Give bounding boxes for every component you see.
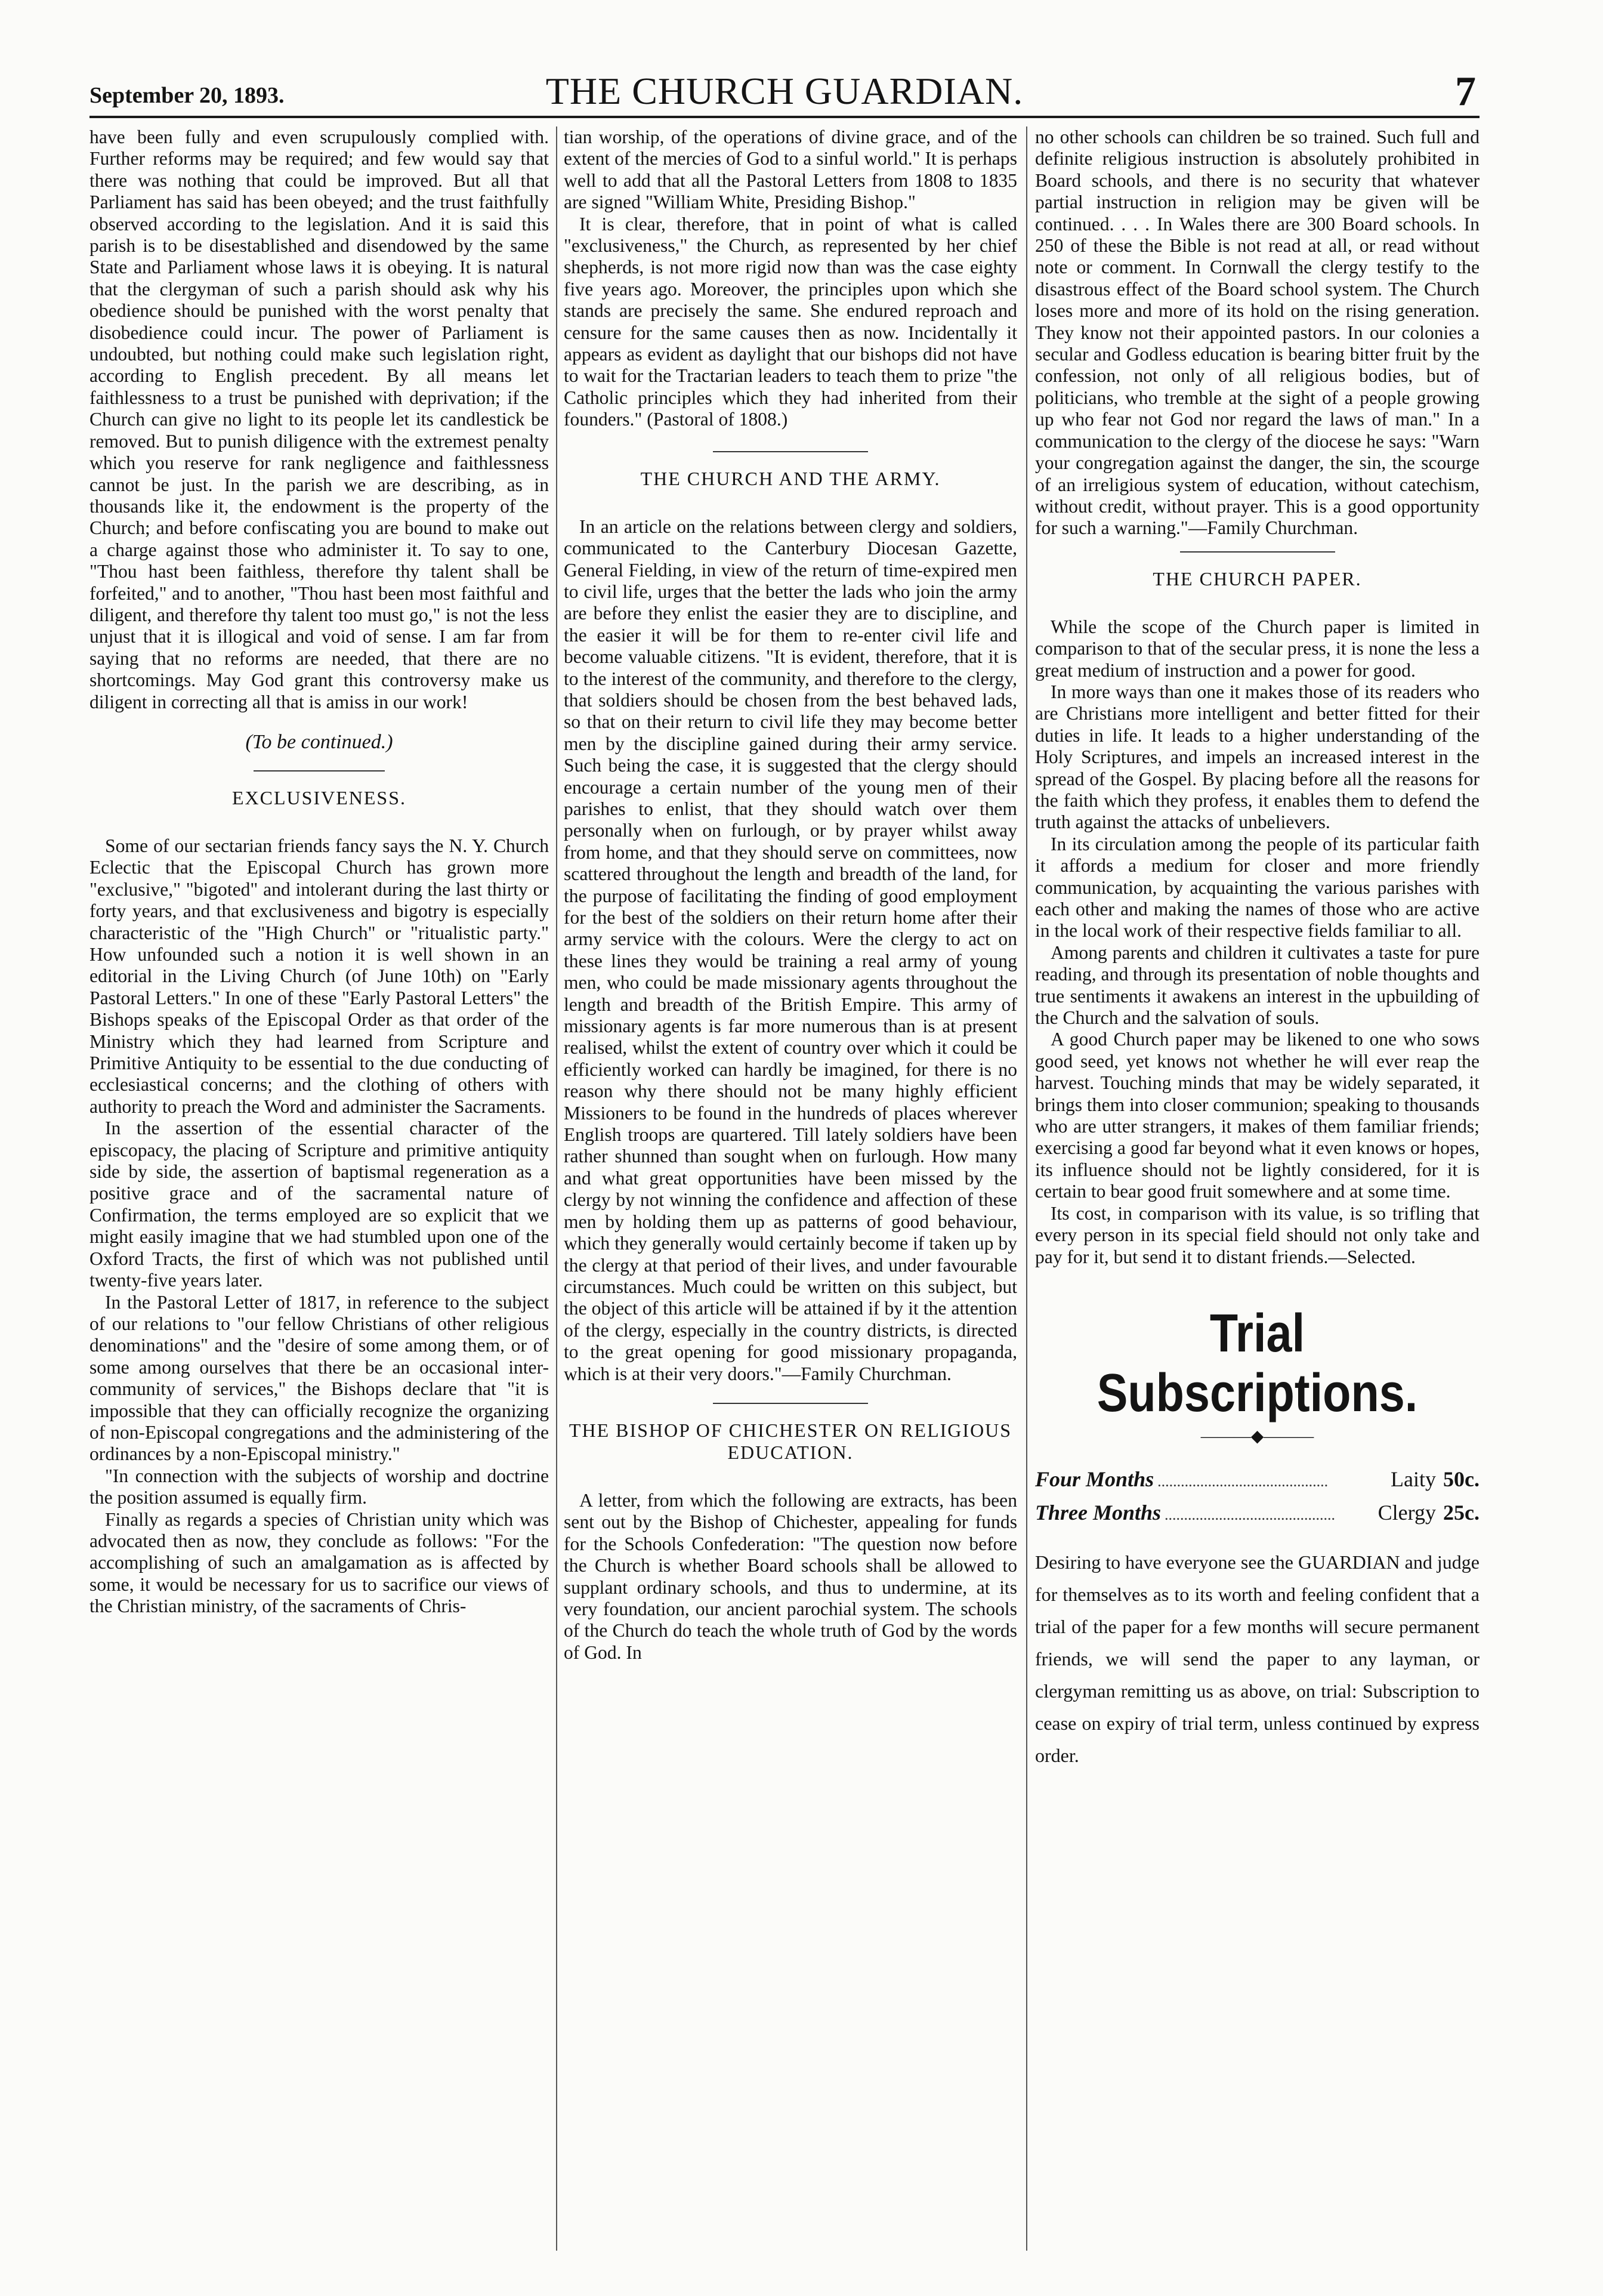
dot-leader: ............................................ (1165, 1505, 1336, 1523)
article-paragraph: have been fully and even scrupulously complied with. Further reforms may be required; and few would say that there was nothing that could be improved. But all that Parliament has said has been obeyed; and the trust faithfully observed according to the legislation. And it is said this parish is to be disestablished and disendowed by the same State and Parliament whose laws it is obeying. It is natural that the clergyman of such a parish should ask why his obedience should be punished with the worst penalty that disobedience could incur. The power of Parliament is undoubted, but nothing could make such legislation right, according to English precedent. By all means let faithlessness to a trust be punished with deprivation; if the Church can give no light to its people let its candlestick be removed. But to punish diligence with the extremest penalty which you reserve for rank negligence and faithlessness cannot be just. In the parish we are describing, as in thousands like it, the endowment is the property of the Church; and before confiscating you are bound to make out a charge against those who administer it. To say to one, "Thou hast been faithless, therefore thy talent shall be forfeited," and to another, "Thou hast been most faithful and diligent, and therefore thy talent too must go," is not the less unjust that it is illogical and void of sense. I am far from saying that no reforms are needed, that there are no shortcomings. May God grant this controversy make us diligent in correcting all that is amiss in our work! (89, 126, 549, 712)
article-paragraph: While the scope of the Church paper is limited in comparison to that of the secular press, it is none the less a great medium of instruction and a power for good. (1035, 616, 1480, 681)
rate-audience: Laity (1391, 1467, 1437, 1491)
trial-subscriptions-title: Trial Subscriptions. (1097, 1303, 1418, 1423)
article-paragraph: In the Pastoral Letter of 1817, in reference to the subject of our relations to "our fellow Christians of other religious denominations" and the "desire of some among them, or of some among ourselves that there be an occasional inter-community of services," the Bishops declare that "it is impossible that they can officially recognize the organizing of non-Episcopal congregations and the administering of the ordinances by a non-Episcopal ministry." (89, 1291, 549, 1465)
ornament-rule: ———◆——— (1200, 1427, 1314, 1446)
article-paragraph: Among parents and children it cultivates a taste for pure reading, and through its presentation of noble thoughts and true sentiments it awakens an interest in the upbuilding of the Church and the salvation of souls. (1035, 942, 1480, 1029)
dot-leader: ............................................ (1157, 1472, 1329, 1490)
page-number: 7 (1455, 69, 1476, 115)
rate-row-clergy (1035, 1497, 1480, 1530)
article-paragraph: In an article on the relations between clergy and soldiers, communicated to the Canterbury Diocesan Gazette, General Fielding, in view of the return of time-expired men to civil life, urges that the better the lads who join the army are before they enlist the easier they are to discipline, and the easier it will be for them to re-enter civil life and become valuable citizens. "It is evident, therefore, that it is to the interest of the community, and therefore to the clergy, that soldiers should be chosen from the best behaved lads, so that on their return to civil life they may become better men by the discipline gained during their army service. Such being the case, it is suggested that the clergy should encourage a certain number of the young men of their parishes to enlist, that they should watch over them personally when on furlough, or by prayer whilst away from home, and that they should serve on committees, now scattered throughout the length and breadth of the land, for the purpose of facilitating the finding of good employment for the best of the soldiers on their return home after their army service with the colours. Were the clergy to act on these lines they would be training a real army of young men, who could be made missionary agents throughout the length and breadth of the British Empire. This army of missionary agents is far more numerous than is at present realised, whilst the extent of country over which it could be efficiently worked can hardly be imagined, for there is no reason why there should not be many highly efficient Missioners to be found in the hundreds of places wherever English troops are quartered. Till lately soldiers have been rather shunned than sought when on furlough. How many and what great opportunities have been missed by the clergy by not winning the confidence and affection of these men by holding them up as patterns of good behaviour, which they generally would certainly become if taken up by the clergy at that period of their lives, and under favourable circumstances. Much could be written on this subject, but the object of this article will be attained if by it the attention of the clergy, especially in the country districts, is directed to the great opening for good missionary propaganda, which is at their very doors."—Family Churchman. (564, 516, 1017, 1384)
article-paragraph: In the assertion of the essential character of the episcopacy, the placing of Scripture and primitive antiquity side by side, the assertion of baptismal regeneration as a positive grace and of the sacramental nature of Confirmation, the terms employed are so explicit that we might easily imagine that we had stumbled upon one of the Oxford Tracts, the first of which was not published until twenty-five years later. (89, 1118, 549, 1291)
rate-term: Four Months (1035, 1467, 1154, 1491)
article-paragraph: Finally as regards a species of Christian unity which was advocated then as now, they conclude as follows: "For the accomplishing of such an amalgamation as is affected by some, it would be necessary for us to sacrifice our views of the Christian ministry, of the sacraments of Chris- (89, 1508, 549, 1617)
article-paragraph: It is clear, therefore, that in point of what is called "exclusiveness," the Church, as represented by her chief shepherds, is not more rigid now than was the case eighty five years ago. Moreover, the principles upon which she stands are precisely the same. She endured reproach and censure for the same causes then as now. Incidentally it appears as evident as daylight that our bishops did not have to wait for the Tractarian leaders to teach them to prize "the Catholic principles which they had inherited from their founders." (Pastoral of 1808.) (564, 213, 1017, 430)
column-1 (89, 126, 549, 2251)
newspaper-title: THE CHURCH GUARDIAN. (545, 70, 1024, 112)
section-divider (1180, 551, 1335, 553)
column-2 (564, 126, 1017, 2251)
article-paragraph: Some of our sectarian friends fancy says the N. Y. Church Eclectic that the Episcopal Church has grown more "exclusive," "bigoted" and intolerant during the last thirty or forty years, and that exclusiveness and bigotry is especially characteristic of the "High Church" or "ritualistic party." How unfounded such a notion it is well shown in an editorial in the Living Church (of June 10th) on "Early Pastoral Letters." In one of these "Early Pastoral Letters" the Bishops speaks of the Episcopal Order as that order of the Ministry which they had learned from Scripture and Primitive Antiquity to be essential to the due conducting of ecclesiastical concerns; and the clothing of others with authority to preach the Word and administer the Sacraments. (89, 835, 549, 1117)
section-divider (713, 1403, 868, 1404)
rate-audience: Clergy (1377, 1500, 1437, 1525)
article-paragraph: A good Church paper may be likened to one who sows good seed, yet knows not whether he will ever reap the harvest. Touching minds that may be widely separated, it brings them into closer communion; speaking to thousands who are utter strangers, it makes of them familiar friends; exercising a good far beyond what it even knows or hopes, its influence should not be lightly considered, for it is certain to bear good fruit somewhere and at some time. (1035, 1029, 1480, 1202)
rate-term: Three Months (1035, 1500, 1162, 1525)
section-heading-church-army: THE CHURCH AND THE ARMY. (640, 467, 941, 489)
article-paragraph: no other schools can children be so trained. Such full and definite religious instruction is absolutely prohibited in Board schools, and there is no security that whatever partial instruction in religion may be given will be continued. . . . In Wales there are 300 Board schools. In 250 of these the Bible is not read at all, or read without note or comment. In Cornwall the clergy testify to the disastrous effect of the Board school system. The Church loses more and more of its hold on the rising generation. They know not their appointed pastors. In our colonies a secular and Godless education is bearing bitter fruit by the confession, not only of all religious bodies, but of politicians, who tremble at the sight of a people growing up who fear not God nor regard the laws of man." In a communication to the clergy of the diocese he says: "Warn your congregation against the danger, the sin, the scourge of an irreligious system of education, without catechism, without credit, without prayer. This is a good opportunity for such a warning."—Family Churchman. (1035, 126, 1480, 539)
masthead (89, 66, 1480, 118)
trial-subscriptions-advert (1035, 1304, 1480, 1772)
column-rule (556, 126, 557, 2251)
article-paragraph: "In connection with the subjects of worship and doctrine the position assumed is equally firm. (89, 1465, 549, 1508)
column-rule (1026, 126, 1027, 2251)
trial-offer-text: Desiring to have everyone see the GUARDIAN and judge for themselves as to its worth and feeling confident that a trial of the paper for a few months will secure permanent friends, we will send the paper to any layman, or clergyman remitting us as above, on trial: Subscription to cease on expiry of trial term, unless continued by express order. (1035, 1551, 1480, 1766)
rate-row-laity (1035, 1464, 1480, 1497)
rate-price: 25c. (1443, 1500, 1480, 1525)
article-paragraph: Its cost, in comparison with its value, is so trifling that every person in its special field should not only take and pay for it, but send it to distant friends.—Selected. (1035, 1202, 1480, 1267)
article-paragraph: A letter, from which the following are extracts, has been sent out by the Bishop of Chichester, appealing for funds for the Schools Confederation: "The question now before the Church is whether Board schools shall be allowed to supplant ordinary schools, and thus to undermine, at its very foundation, our ancient parochial system. The schools of the Church do teach the whole truth of God by the words of God. In (564, 1489, 1017, 1663)
article-paragraph: In its circulation among the people of its particular faith it affords a medium for closer and more friendly communication, by acquainting the various parishes with each other and making the names of those who are active in the local work of their respective fields familiar to all. (1035, 833, 1480, 942)
section-divider (254, 770, 385, 771)
section-heading-bishop-chichester: THE BISHOP OF CHICHESTER ON RELIGIOUS EDUCATION. (569, 1419, 1012, 1463)
section-heading-exclusiveness: EXCLUSIVENESS. (231, 786, 406, 808)
issue-date: September 20, 1893. (89, 83, 285, 108)
column-3 (1035, 126, 1480, 2251)
section-divider (713, 451, 868, 452)
continued-note: (To be continued.) (245, 730, 393, 753)
rate-price: 50c. (1443, 1467, 1480, 1491)
article-paragraph: In more ways than one it makes those of its readers who are Christians more intelligent and better fitted for their duties in life. It leads to a higher understanding of the Holy Scriptures, and impels an increased interest in the spread of the Gospel. By placing before all the reasons for the faith which they profess, it enables them to defend the truth against the attacks of unbelievers. (1035, 681, 1480, 833)
section-heading-church-paper: THE CHURCH PAPER. (1153, 567, 1362, 590)
article-paragraph: tian worship, of the operations of divine grace, and of the extent of the mercies of God to a sinful world." It is perhaps well to add that all the Pastoral Letters from 1808 to 1835 are signed "William White, Presiding Bishop." (564, 126, 1017, 213)
